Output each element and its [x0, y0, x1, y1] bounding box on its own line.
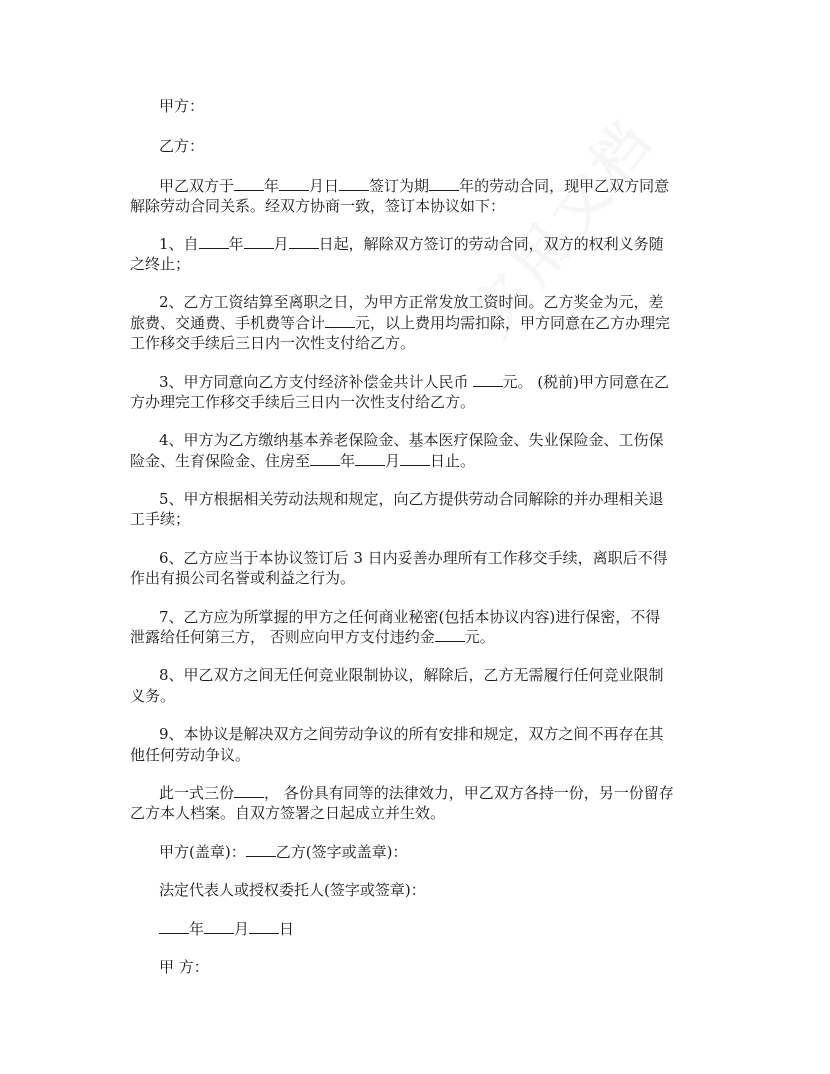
- date-year-label: 年: [189, 920, 205, 938]
- clause-1-text-a: 1、自: [159, 235, 199, 253]
- clause-7-text-2b: 元。: [464, 628, 495, 646]
- clause-5-text-1: 5、甲方根据相关劳动法规和规定，向乙方提供劳动合同解除的并办理相关退: [159, 490, 664, 508]
- intro-text-d: 签订为期: [369, 177, 430, 195]
- clause-2-text-3: 工作移交手续后三日内一次性支付给乙方。: [130, 334, 416, 352]
- intro-text-c: 月日: [309, 177, 340, 195]
- party-b-label: 乙方：: [159, 137, 205, 155]
- blank-field: [310, 451, 340, 466]
- blank-field: [400, 451, 430, 466]
- clause-4-text-2a: 险金、生育保险金、住房至: [130, 452, 311, 470]
- party-a-seal-label: 甲方(盖章)：: [159, 843, 246, 861]
- blank-field: [435, 627, 465, 642]
- blank-field: [246, 842, 276, 857]
- clause-9-text-2: 他任何劳动争议。: [130, 746, 251, 764]
- date-day-label: 日: [279, 920, 295, 938]
- blank-field: [244, 234, 274, 249]
- blank-field: [234, 783, 264, 798]
- closing-text-2: 乙方本人档案。自双方签署之日起成立并生效。: [130, 804, 446, 822]
- clause-9-text-1: 9、本协议是解决双方之间劳动争议的所有安排和规定，双方之间不再存在其: [159, 725, 664, 743]
- clause-1-text-c: 月: [273, 235, 289, 253]
- clause-4-text-1: 4、甲方为乙方缴纳基本养老保险金、基本医疗保险金、失业保险金、工伤保: [159, 431, 664, 449]
- clause-2-text-2b: 元，以上费用均需扣除，甲方同意在乙方办理完: [355, 314, 671, 332]
- clause-2-text-1: 2、乙方工资结算至离职之日，为甲方正常发放工资时间。乙方奖金为元，差: [159, 293, 664, 311]
- clause-7-text-1: 7、乙方应为所掌握的甲方之任何商业秘密(包括本协议内容)进行保密，不得: [159, 608, 661, 626]
- blank-field: [289, 234, 319, 249]
- party-a-label: 甲方：: [159, 97, 205, 115]
- party-a-label-2: 甲 方：: [159, 958, 209, 976]
- intro-text-b: 年: [264, 177, 280, 195]
- party-b-sign-label: 乙方(签字或盖章)：: [275, 843, 408, 861]
- clause-1-text-d: 日起，解除双方签订的劳动合同，双方的权利义务随: [318, 235, 664, 253]
- blank-field: [234, 176, 264, 191]
- blank-field: [339, 176, 369, 191]
- clause-6-text-2: 作出有损公司名誉或利益之行为。: [130, 569, 356, 587]
- blank-field: [473, 372, 503, 387]
- blank-field: [159, 919, 189, 934]
- intro-text-e: 年的劳动合同，现甲乙双方同意: [459, 177, 670, 195]
- intro-text-a: 甲乙双方于: [159, 177, 235, 195]
- clause-3-text-1b: 元。 (税前)甲方同意在乙: [502, 373, 670, 391]
- clause-6-text-1: 6、乙方应当于本协议签订后 3 日内妥善办理所有工作移交手续，离职后不得: [159, 549, 668, 567]
- clause-3-text-2: 方办理完工作移交手续后三日内一次性支付给乙方。: [130, 393, 476, 411]
- closing-text-1a: 此一式三份: [159, 784, 235, 802]
- clause-4-text-2d: 日止。: [430, 452, 476, 470]
- blank-field: [429, 176, 459, 191]
- blank-field: [325, 313, 355, 328]
- clause-8-text-1: 8、甲乙双方之间无任何竞业限制协议，解除后，乙方无需履行任何竞业限制: [159, 666, 664, 684]
- clause-1-text-b: 年: [228, 235, 244, 253]
- clause-2-text-2a: 旅费、交通费、手机费等合计: [130, 314, 326, 332]
- clause-1-text-2: 之终止；: [130, 255, 191, 273]
- clause-4-text-2c: 月: [385, 452, 401, 470]
- clause-8-text-2: 义务。: [130, 687, 176, 705]
- clause-7-text-2a: 泄露给任何第三方， 否则应向甲方支付违约金: [130, 628, 435, 646]
- closing-text-1b: ， 各份具有同等的法律效力，甲乙双方各持一份，另一份留存: [264, 784, 674, 802]
- clause-4-text-2b: 年: [340, 452, 356, 470]
- blank-field: [204, 919, 234, 934]
- clause-5-text-2: 工手续；: [130, 510, 191, 528]
- date-month-label: 月: [234, 920, 250, 938]
- blank-field: [249, 919, 279, 934]
- legal-rep-label: 法定代表人或授权委托人(签字或签章)：: [159, 881, 426, 899]
- blank-field: [279, 176, 309, 191]
- clause-3-text-1a: 3、甲方同意向乙方支付经济补偿金共计人民币: [159, 373, 469, 391]
- blank-field: [355, 451, 385, 466]
- blank-field: [199, 234, 229, 249]
- intro-text-2: 解除劳动合同关系。经双方协商一致，签订本协议如下：: [130, 197, 506, 215]
